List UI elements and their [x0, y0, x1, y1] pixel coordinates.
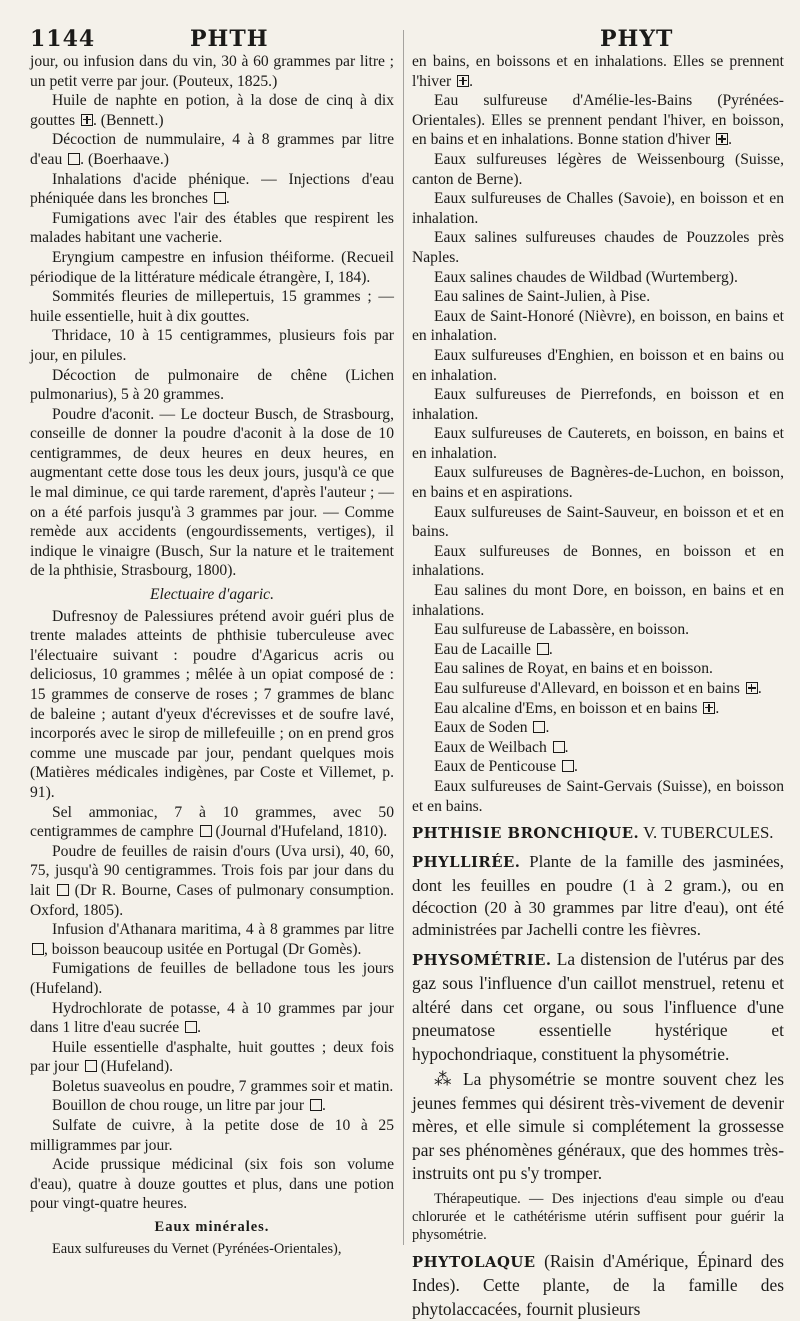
- paragraph: Eaux sulfureuses de Cauterets, en boisson, en bains et en inhalation.: [412, 425, 784, 462]
- paragraph: Eaux sulfureuses d'Enghien, en boisson et en bains ou en inhalation.: [412, 346, 784, 384]
- text: .: [197, 1019, 201, 1037]
- section-heading: Eaux minérales.: [154, 1219, 270, 1236]
- paragraph: [412, 699, 784, 719]
- paragraph: [30, 1038, 394, 1077]
- paragraph: Eau salines de Royat, en bains et en boisson.: [434, 660, 713, 678]
- paragraph: [412, 757, 784, 777]
- section-heading: Electuaire d'agaric.: [149, 586, 274, 604]
- paragraph: Fumigations avec l'air des étables que respirent les malades habitant une vacherie.: [30, 209, 394, 247]
- paragraph: [412, 640, 784, 660]
- right-guide-word: PHYT: [600, 26, 674, 52]
- paragraph: Eau salines de Saint-Julien, à Pise.: [434, 288, 651, 306]
- paragraph: Eryngium campestre en infusion théiforme. (Recueil périodique de la littérature médicale étrangère, I, 184).: [30, 248, 394, 286]
- paragraph: [30, 1096, 394, 1116]
- paragraph: Eaux sulfureuses légères de Weissenbourg (Suisse, canton de Berne).: [412, 150, 784, 188]
- entry-note: ⁂ La physométrie se montre souvent chez les jeunes femmes qui désirent très-vivement de devenir mères, et elle simule si complétement la grossesse par ses phénomènes généraux, que des hommes très-instruits ont pu s'y tromper.: [412, 1069, 784, 1184]
- paragraph: Eaux sulfureuses de Challes (Savoie), en boisson et en inhalation.: [412, 190, 784, 227]
- text: Eaux de Soden: [434, 719, 528, 737]
- entry-text: V. TUBERCULES.: [639, 823, 774, 843]
- right-column: [412, 52, 784, 1321]
- text: Eaux de Weilbach: [434, 738, 547, 756]
- text: Poudre de feuilles de raisin d'ours (Uva ursi), 40, 60, 75, jusqu'à 90 centigrammes. Trois fois par jour dans du lait: [30, 842, 394, 899]
- text: .: [469, 72, 473, 90]
- paragraph: [30, 920, 394, 959]
- box-icon: [537, 643, 549, 655]
- box-icon: [200, 825, 212, 837]
- paragraph: [412, 738, 784, 758]
- text: .: [715, 699, 720, 717]
- text: Sel ammoniac, 7 à 10 grammes, avec 50 centigrammes de camphre: [30, 803, 394, 841]
- text: .: [548, 640, 553, 658]
- text: .: [564, 738, 569, 756]
- plus-box-icon: [716, 133, 728, 145]
- box-icon: [310, 1099, 322, 1111]
- paragraph: [412, 679, 784, 699]
- text: Bouillon de chou rouge, un litre par jour: [52, 1097, 305, 1115]
- paragraph: Sommités fleuries de millepertuis, 15 grammes ; — huile essentielle, huit à dix gouttes.: [30, 288, 394, 325]
- entry-text: (Raisin d'Amérique, Épinard des Indes). Cette plante, de la famille des phytolaccacées, fournit plusieurs: [412, 1250, 784, 1319]
- text: .: [757, 680, 762, 697]
- text: (Dr R. Bourne, Cases of pulmonary consumption. Oxford, 1805).: [30, 881, 394, 919]
- paragraph: Eaux sulfureuses de Bagnères-de-Luchon, en boisson, en bains et en aspirations.: [412, 464, 784, 502]
- text: .: [728, 131, 732, 149]
- left-guide-word: PHTH: [190, 26, 269, 52]
- entry-title: PHTHISIE BRONCHIQUE.: [412, 825, 640, 843]
- text: Eau alcaline d'Ems, en boisson et en bains: [434, 699, 698, 717]
- paragraph: Eaux sulfureuses du Vernet (Pyrénées-Orientales),: [52, 1240, 342, 1257]
- text: . (Boerhaave.): [80, 150, 169, 168]
- text: Eau sulfureuse d'Amélie-les-Bains (Pyrénées-Orientales). Elles se prennent pendant l'hiver, en boisson, en bains et en inhalations. Bonne station d'hiver: [412, 92, 784, 149]
- entry-title: PHYTOLAQUE: [412, 1253, 536, 1271]
- entry-phthisie-bronchique: [412, 822, 784, 845]
- text: Inhalations d'acide phénique. — Injections d'eau phéniquée dans les bronches: [30, 170, 394, 208]
- text: Hydrochlorate de potasse, 4 à 10 grammes par jour dans 1 litre d'eau sucrée: [30, 999, 394, 1037]
- paragraph: [30, 170, 394, 209]
- paragraph: Eaux sulfureuses de Saint-Gervais (Suisse), en boisson et en bains.: [412, 777, 784, 815]
- box-icon: [185, 1021, 197, 1033]
- entry-text: La distension de l'utérus par des gaz sous l'influence d'un caillot menstruel, retenu et altéré dans cet organe, ou sous l'influence d'une pneumatose essentielle hystérique et hypochondriaque, constituent la physométrie.: [412, 948, 784, 1064]
- text: Huile essentielle d'asphalte, huit gouttes ; deux fois par jour: [30, 1038, 394, 1076]
- box-icon: [68, 153, 80, 165]
- paragraph: [30, 130, 394, 169]
- running-head: [30, 26, 782, 54]
- paragraph: Eaux de Saint-Honoré (Nièvre), en boisson, en bains et en inhalation.: [412, 307, 784, 345]
- paragraph: Dufresnoy de Palessiures prétend avoir guéri plus de trente malades atteints de phthisie tuberculeuse avec l'électuaire suivant : poudre d'Agaricus acris ou deliciosus, 10 grammes ; mêlée à un opiat composé de : 15 grammes de conserve de roses ; 7 grammes de blanc de baleine ; autant d'yeux d'écrevisses et de soufre lavé, incorporés avec le sirop de millefeuille ; on en prend gros comme une muscade par jour, pendant quelques mois (Matières médicales indigènes, par Coste et Villemet, p. 91).: [30, 607, 394, 801]
- paragraph: Poudre d'aconit. — Le docteur Busch, de Strasbourg, conseille de donner la poudre d'aconit à la dose de 10 centigrammes, de deux heures en deux heures, en augmentant cette dose tous les deux jours, jusqu'à ce que le mal diminue, ce qui tarde rarement, d'après l'auteur ; — on a été parfois jusqu'à 3 grammes par jour. — Comme remède aux accidents (engourdissements, vertiges), il indique le vinaigre (Busch, Sur la nature et le traitement de la phthisie, Strasbourg, 1800).: [30, 405, 394, 580]
- paragraph: Eaux sulfureuses de Saint-Sauveur, en boisson et et en bains.: [412, 503, 784, 541]
- text: Eau sulfureuse d'Allevard, en boisson et en bains: [434, 680, 740, 697]
- paragraph: Eaux salines sulfureuses chaudes de Pouzzoles près Naples.: [412, 229, 784, 266]
- page-number: 1144: [30, 26, 96, 52]
- paragraph: Eau salines du mont Dore, en boisson, en bains et en inhalations.: [412, 582, 784, 619]
- entry-phyllirée: [412, 851, 784, 941]
- paragraph: [412, 718, 784, 738]
- text: .: [545, 719, 550, 737]
- paragraph: [412, 91, 784, 150]
- text: . (Bennett.): [92, 111, 164, 129]
- paragraph: Thridace, 10 à 15 centigrammes, plusieurs fois par jour, en pilules.: [30, 327, 394, 364]
- paragraph: [30, 91, 394, 130]
- box-icon: [553, 741, 565, 753]
- left-column: [30, 52, 394, 1258]
- text: Eau de Lacaille: [434, 640, 531, 658]
- box-icon: [214, 192, 226, 204]
- text: .: [574, 758, 578, 776]
- entry-text: Plante de la famille des jasminées, dont les feuilles en poudre (1 à 2 gram.), ou en décoction (20 à 30 grammes par litre d'eau), ont été administrées par Jachelli contre les fièvres.: [412, 852, 784, 940]
- text: .: [321, 1097, 326, 1115]
- text: (Hufeland).: [100, 1058, 174, 1076]
- entry-title: PHYSOMÉTRIE.: [412, 951, 552, 969]
- paragraph: Eaux salines chaudes de Wildbad (Wurtemberg).: [434, 268, 738, 286]
- plus-box-icon: [81, 114, 93, 126]
- paragraph: Eaux sulfureuses de Bonnes, en boisson et en inhalations.: [412, 542, 784, 580]
- paragraph: Eau sulfureuse de Labassère, en boisson.: [434, 621, 690, 639]
- plus-box-icon: [746, 682, 758, 694]
- box-icon: [57, 884, 69, 896]
- text: Eaux de Penticouse: [434, 758, 557, 776]
- text: Décoction de nummulaire, 4 à 8 grammes par litre d'eau: [30, 131, 394, 168]
- entry-title: PHYLLIRÉE.: [412, 854, 521, 872]
- column-divider: [403, 30, 404, 1245]
- paragraph: Acide prussique médicinal (six fois son volume d'eau), quatre à douze gouttes et plus, dans une potion pour vingt-quatre heures.: [30, 1156, 394, 1213]
- text: en bains, en boissons et en inhalations. Elles se prennent l'hiver: [412, 53, 784, 90]
- box-icon: [32, 943, 44, 955]
- paragraph: [412, 52, 784, 91]
- text: .: [225, 190, 230, 208]
- paragraph: Boletus suaveolus en poudre, 7 grammes soir et matin.: [52, 1077, 394, 1095]
- box-icon: [533, 721, 545, 733]
- plus-box-icon: [457, 75, 469, 87]
- paragraph: Décoction de pulmonaire de chêne (Lichen pulmonarius), 5 à 20 grammes.: [30, 366, 394, 404]
- text: Infusion d'Athanara maritima, 4 à 8 grammes par litre: [52, 921, 394, 939]
- box-icon: [85, 1060, 97, 1072]
- text: (Journal d'Hufeland, 1810).: [215, 823, 388, 841]
- entry-physométrie: [412, 948, 784, 1067]
- therapy-paragraph: Thérapeutique. — Des injections d'eau simple ou d'eau chlorurée et le cathétérisme utérin suffisent pour guérir la physométrie.: [412, 1190, 784, 1243]
- text: , boisson beaucoup usitée en Portugal (Dr Gomès).: [44, 940, 362, 958]
- paragraph: jour, ou infusion dans du vin, 30 à 60 grammes par litre ; un petit verre par jour. (Pouteux, 1825.): [30, 53, 394, 90]
- paragraph: Eaux sulfureuses de Pierrefonds, en boisson et en inhalation.: [412, 386, 784, 423]
- paragraph: [30, 842, 394, 920]
- plus-box-icon: [703, 702, 715, 714]
- entry-phytolaque: [412, 1250, 784, 1321]
- text: Huile de naphte en potion, à la dose de cinq à dix gouttes: [30, 92, 394, 129]
- box-icon: [562, 760, 574, 772]
- paragraph: Fumigations de feuilles de belladone tous les jours (Hufeland).: [30, 960, 394, 997]
- paragraph: Sulfate de cuivre, à la petite dose de 10 à 25 milligrammes par jour.: [30, 1117, 394, 1154]
- paragraph: [30, 999, 394, 1038]
- paragraph: [30, 803, 394, 842]
